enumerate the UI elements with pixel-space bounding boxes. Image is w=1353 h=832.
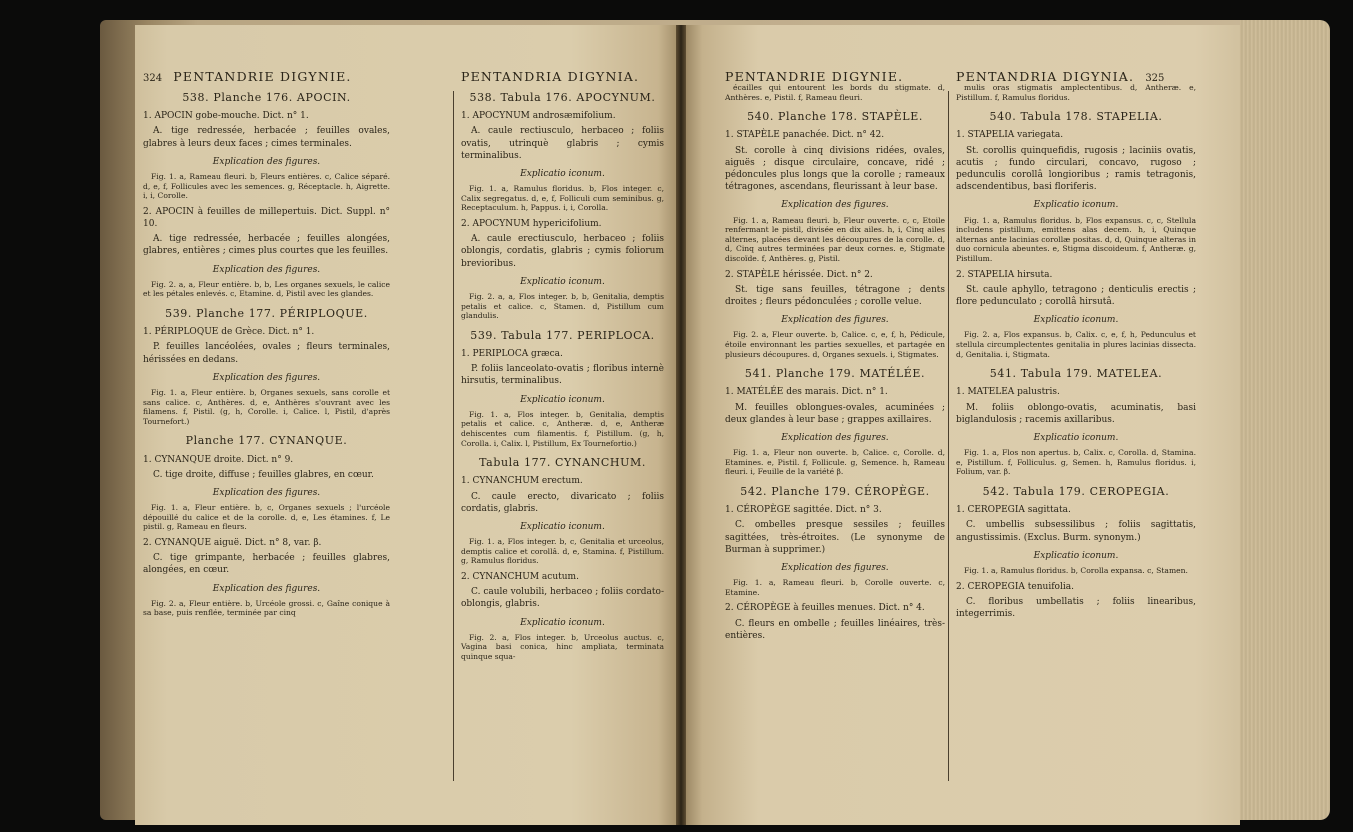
species-description: C. floribus umbellatis ; foliis linearibus, integerrimis. — [956, 596, 1196, 619]
explanation-heading: Explicatio iconum. — [1033, 315, 1119, 326]
species-entry: 1. MATÉLÉE des marais. Dict. n° 1. — [725, 387, 888, 398]
section-heading: Tabula 177. CYNANCHUM. — [479, 456, 646, 470]
figure-caption: Fig. 2. a, Flos expansus. b, Calix. c, e, f, h, Pedunculus et stellula circumplectentes genitalia in plures lacinias dissecta. d, Genitalia. i, Stigmata. — [956, 330, 1196, 359]
species-description: C. tige droite, diffuse ; feuilles glabres, en cœur. — [153, 469, 374, 480]
page-number-left: 324 — [143, 73, 163, 84]
figure-caption: Fig. 1. a, Flos integer. b, c, Genitalia et urceolus, demptis calice et corollâ. d, e, Stamina. f, Pistillum. g, Ramulus floridus. — [461, 537, 664, 566]
explanation-heading: Explication des figures. — [212, 488, 321, 498]
species-entry: 1. APOCYNUM androsæmifolium. — [461, 111, 616, 122]
column-french-right — [725, 83, 945, 647]
explanation-heading: Explicatio iconum. — [520, 522, 605, 532]
species-entry: 2. STAPÈLE hérissée. Dict. n° 2. — [725, 269, 873, 280]
species-description: A. tige redressée, herbacée ; feuilles ovales, glabres à leurs deux faces ; cimes terminales. — [143, 126, 390, 149]
figure-caption: Fig. 2. a, a, Flos integer. b, b, Genitalia, demptis petalis et calice. c, Stamen. d, Pistillum cum glandulis. — [461, 292, 664, 321]
species-entry: 1. STAPÈLE panachée. Dict. n° 42. — [725, 130, 885, 141]
figure-caption: Fig. 1. a, Rameau fleuri. b, Fleur ouverte. c, c, Etoile renfermant le pistil, divisée en dix ailes. h, i, Cinq ailes alternes, placées devant les découpures de la corolle. d, d, Cinq autres terminées par deux cornes. e, Stigmate discoïde. f, Anthères. g, Pistil. — [725, 215, 945, 263]
species-description: A. caule rectiusculo, herbaceo ; foliis ovatis, utrinquè glabris ; cymis terminalibus. — [461, 126, 664, 161]
figure-caption: Fig. 1. a, Fleur entière. b, Organes sexuels, sans corolle et sans calice. c, Anthères. d, e, Anthères s'ouvrant avec les filamens. f, Pistil. (g, h, Corolle. i, Calice. l, Pistil, d'après Tournefort.) — [143, 388, 390, 426]
explanation-heading: Explicatio iconum. — [520, 169, 605, 180]
species-description: St. caule aphyllo, tetragono ; denticulis erectis ; flore pedunculato ; corollâ hirsutâ. — [956, 284, 1196, 307]
explanation-heading: Explication des figures. — [212, 372, 321, 383]
explanation-heading: Explicatio iconum. — [1033, 200, 1119, 211]
figure-caption: Fig. 1. a, Ramulus floridus. b, Flos expansus. c, c, Stellula includens pistillum, emittens alas decem. h, i, Quinque alternas ante lacinias corollæ positas. d, d, Quinque alteras in duo cornicula abeuntes. e, Stigma discoideum. f, Antheræ. g, Pistillum. — [956, 215, 1196, 263]
section-heading: 539. Planche 177. PÉRIPLOQUE. — [165, 307, 368, 320]
figure-caption: mulis oras stigmatis amplectentibus. d, Antheræ. e, Pistillum. f, Ramulus floridus. — [956, 83, 1196, 102]
right-running-title-fr: PENTANDRIE DIGYNIE. — [725, 69, 904, 84]
species-entry: 2. CÉROPÈGE à feuilles menues. Dict. n° 4. — [725, 603, 925, 614]
running-title-fr: PENTANDRIE DIGYNIE. — [173, 69, 352, 84]
species-entry: 2. CEROPEGIA tenuifolia. — [956, 581, 1074, 592]
explanation-heading: Explication des figures. — [781, 432, 889, 443]
species-entry: 1. PÉRIPLOQUE de Grèce. Dict. n° 1. — [143, 327, 315, 338]
right-page — [680, 25, 1240, 825]
explanation-heading: Explicatio iconum. — [1033, 550, 1119, 561]
figure-caption: Fig. 1. a, Flos non apertus. b, Calix. c, Corolla. d, Stamina. e, Pistillum. f, Folliculus. g, Semen. h, Ramulus floridus. i, Folium, var. β. — [956, 448, 1196, 477]
right-page-header — [956, 69, 1164, 84]
figure-caption: Fig. 2. a, Flos integer. b, Urceolus auctus. c, Vagina basi conica, hinc ampliata, terminata quinque squa- — [461, 632, 664, 661]
explanation-heading: Explication des figures. — [781, 315, 889, 326]
figure-caption: écailles qui entourent les bords du stigmate. d, Anthères. e, Pistil. f, Rameau fleuri. — [725, 83, 945, 102]
species-entry: 2. APOCYNUM hypericifolium. — [461, 219, 602, 229]
species-entry: 1. CYNANCHUM erectum. — [461, 476, 583, 487]
explanation-heading: Explication des figures. — [212, 264, 321, 275]
page-stack-edge — [1240, 20, 1330, 820]
section-heading: 540. Planche 178. STAPÈLE. — [747, 110, 923, 124]
figure-caption: Fig. 1. a, Rameau fleuri. b, Fleurs entières. c, Calice séparé. d, e, f, Follicules avec les semences. g, Réceptacle. h, Aigrette. i, i, Corolle. — [143, 172, 390, 201]
running-title-latin: PENTANDRIA DIGYNIA. — [461, 69, 640, 84]
figure-caption: Fig. 1. a, Fleur entière. b, c, Organes sexuels ; l'urcéole dépouillé du calice et de la corolle. d, e, Les étamines. f, Le pistil. g, Rameau en fleurs. — [143, 503, 390, 532]
section-heading: 542. Tabula 179. CEROPEGIA. — [982, 484, 1170, 498]
species-description: C. fleurs en ombelle ; feuilles linéaires, très-entières. — [725, 618, 945, 641]
explanation-heading: Explication des figures. — [781, 200, 889, 211]
column-latin-left — [461, 83, 664, 667]
species-description: St. corolle à cinq divisions ridées, ovales, aiguës ; disque circulaire, concave, ridé ; pédoncules plus longs que la corolle ; rameaux tétragones, ascendans, fleurissant à leur base. — [725, 145, 945, 193]
species-entry: 1. PERIPLOCA græca. — [461, 349, 563, 359]
section-heading: 541. Planche 179. MATÉLÉE. — [744, 367, 926, 381]
explanation-heading: Explication des figures. — [781, 562, 889, 573]
species-description: C. umbellis subsessilibus ; foliis sagittatis, angustissimis. (Exclus. Burm. synonym.) — [956, 520, 1196, 543]
species-entry: 1. APOCIN gobe-mouche. Dict. n° 1. — [143, 111, 309, 122]
figure-caption: Fig. 1. a, Rameau fleuri. b, Corolle ouverte. c, Etamine. — [725, 578, 945, 597]
species-entry: 1. STAPELIA variegata. — [956, 130, 1064, 141]
explanation-heading: Explicatio iconum. — [520, 617, 605, 628]
section-heading: 542. Planche 179. CÉROPÈGE. — [740, 484, 930, 498]
section-heading: 538. Tabula 176. APOCYNUM. — [469, 91, 656, 104]
figure-caption: Fig. 1. a, Ramulus floridus. b, Flos integer. c, Calix segregatus. d, e, f, Folliculi cum seminibus. g, Receptaculum. h, Pappus. i, i, Corolla. — [461, 184, 664, 213]
figure-caption: Fig. 1. a, Ramulus floridus. b, Corolla expansa. c, Stamen. — [964, 565, 1188, 575]
left-page-header — [143, 69, 352, 84]
section-heading: 538. Planche 176. APOCIN. — [182, 91, 351, 104]
species-entry: 1. CEROPEGIA sagittata. — [956, 505, 1071, 516]
book-gutter — [676, 25, 686, 825]
explanation-heading: Explicatio iconum. — [520, 394, 605, 405]
right-running-title-latin: PENTANDRIA DIGYNIA. — [956, 69, 1135, 84]
section-heading: 541. Tabula 179. MATELEA. — [989, 367, 1163, 381]
species-description: C. caule erecto, divaricato ; foliis cordatis, glabris. — [461, 491, 664, 514]
explanation-heading: Explication des figures. — [212, 583, 321, 594]
section-heading: Planche 177. CYNANQUE. — [185, 434, 348, 448]
species-description: C. caule volubili, herbaceo ; foliis cordato-oblongis, glabris. — [461, 587, 664, 610]
species-entry: 2. CYNANQUE aiguë. Dict. n° 8, var. β. — [143, 537, 322, 548]
section-heading: 540. Tabula 178. STAPELIA. — [989, 110, 1163, 124]
figure-caption: Fig. 1. a, Fleur non ouverte. b, Calice. c, Corolle. d, Etamines. e, Pistil. f, Follicule. g, Semence. h, Rameau fleuri. i, Feuille de la variété β. — [725, 448, 945, 477]
species-description: P. foliis lanceolato-ovatis ; floribus internè hirsutis, terminalibus. — [461, 364, 664, 387]
section-heading: 539. Tabula 177. PERIPLOCA. — [470, 328, 655, 342]
species-description: M. feuilles oblongues-ovales, acuminées ; deux glandes à leur base ; grappes axillaires. — [725, 402, 945, 425]
species-description: M. foliis oblongo-ovatis, acuminatis, basi biglandulosis ; racemis axillaribus. — [956, 402, 1196, 425]
column-french-left — [143, 83, 390, 623]
species-description: C. tige grimpante, herbacée ; feuilles glabres, alongées, en cœur. — [143, 553, 390, 576]
species-entry: 1. CÉROPÈGE sagittée. Dict. n° 3. — [725, 505, 882, 516]
species-description: C. ombelles presque sessiles ; feuilles sagittées, très-étroites. (Le synonyme de Burman à supprimer.) — [725, 520, 945, 555]
page-number-right: 325 — [1145, 73, 1165, 84]
species-description: A. caule erectiusculo, herbaceo ; foliis oblongis, cordatis, glabris ; cymis foliorum brevioribus. — [461, 234, 664, 269]
explanation-heading: Explicatio iconum. — [520, 276, 605, 287]
figure-caption: Fig. 1. a, Flos integer. b, Genitalia, demptis petalis et calice. c, Antheræ. d, e, Antheræ dehiscentes cum filamentis. f, Pistillum. (g, h, Corolla. i, Calix. l, Pistillum, Ex Tournefortio.) — [461, 409, 664, 448]
figure-caption: Fig. 2. a, Fleur entière. b, Urcéole grossi. c, Gaîne conique à sa base, puis renflée, terminée par cinq — [143, 598, 390, 618]
explanation-heading: Explicatio iconum. — [1033, 432, 1119, 443]
column-divider-right — [948, 91, 949, 781]
species-description: A. tige redressée, herbacée ; feuilles alongées, glabres, entières ; cimes plus courtes que les feuilles. — [143, 234, 390, 257]
species-entry: 2. APOCIN à feuilles de millepertuis. Dict. Suppl. n° 10. — [143, 206, 390, 229]
column-latin-right — [956, 83, 1196, 625]
species-entry: 2. CYNANCHUM acutum. — [461, 571, 579, 582]
column-divider — [453, 91, 454, 781]
figure-caption: Fig. 2. a, a, Fleur entière. b, b, Les organes sexuels, le calice et les pétales enlevés. c, Etamine. d, Pistil avec les glandes. — [143, 279, 390, 299]
species-entry: 2. STAPELIA hirsuta. — [956, 269, 1053, 280]
species-description: St. tige sans feuilles, tétragone ; dents droites ; fleurs pédonculées ; corolle velue. — [725, 284, 945, 307]
species-description: P. feuilles lancéolées, ovales ; fleurs terminales, hérissées en dedans. — [143, 342, 390, 365]
explanation-heading: Explication des figures. — [212, 156, 321, 167]
left-page — [135, 25, 680, 825]
figure-caption: Fig. 2. a, Fleur ouverte. b, Calice. c, e, f, h, Pédicule, étoile environnant les parties sexuelles, et partagée en plusieurs découpures. d, Organes sexuels. i, Stigmates. — [725, 330, 945, 359]
species-entry: 1. CYNANQUE droite. Dict. n° 9. — [143, 454, 294, 465]
species-entry: 1. MATELEA palustris. — [956, 387, 1060, 398]
species-description: St. corollis quinquefidis, rugosis ; laciniis ovatis, acutis ; fundo circulari, concavo, rugoso ; pedunculis corollâ longioribus ; ramis tetragonis, adscendentibus, basi floriferis. — [956, 145, 1196, 193]
